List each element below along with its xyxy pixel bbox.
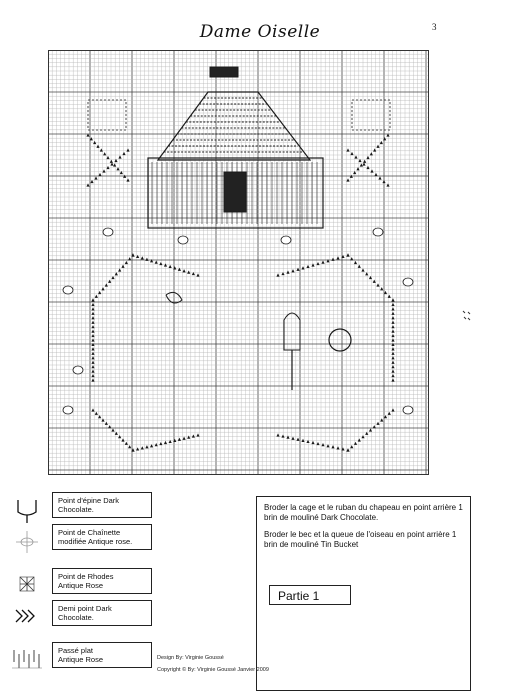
legend-label: Point de Rhodes Antique Rose (52, 568, 152, 594)
cross-stitch-chart (48, 50, 429, 475)
legend-label: Demi point Dark Chocolate. (52, 600, 152, 626)
rhodes-stitch-icon (10, 572, 44, 600)
design-credit: Design By: Virginie Goussé (157, 655, 224, 661)
copyright-line: Copyright © By: Virginie Goussé Janvier 2009 (157, 667, 269, 673)
satin-stitch-icon (10, 646, 44, 674)
instruction-cage: Broder la cage et le ruban du chapeau en point arrière 1 brin de mouliné Dark Chocolate. (264, 503, 463, 522)
chain-stitch-icon (10, 528, 44, 556)
page-number: 3 (432, 22, 437, 32)
half-stitch-chevron-icon (10, 604, 44, 632)
chart-motifs (63, 67, 413, 452)
legend-label: Point d'épine Dark Chocolate. (52, 492, 152, 518)
legend-item-satin (6, 642, 156, 674)
instructions-box (256, 496, 471, 691)
backstitch-fork-icon (10, 496, 44, 524)
copyright-icon: © (182, 667, 187, 673)
legend-label: Point de Chaînette modifiée Antique rose. (52, 524, 152, 550)
instruction-bird: Broder le bec et la queue de l'oiseau en point arrière 1 brin de mouliné Tin Bucket (264, 530, 457, 549)
part-label: Partie 1 (269, 585, 351, 605)
chart-grid (48, 50, 429, 475)
legend-item-chain-stitch (6, 524, 156, 556)
legend-item-half-stitch (6, 600, 156, 632)
page-title: Dame Oiselle (199, 22, 321, 42)
legend-item-rhodes (6, 568, 156, 600)
side-mark-icon (462, 310, 472, 322)
legend-label: Passé plat Antique Rose (52, 642, 152, 668)
legend-item-backstitch (6, 492, 156, 524)
